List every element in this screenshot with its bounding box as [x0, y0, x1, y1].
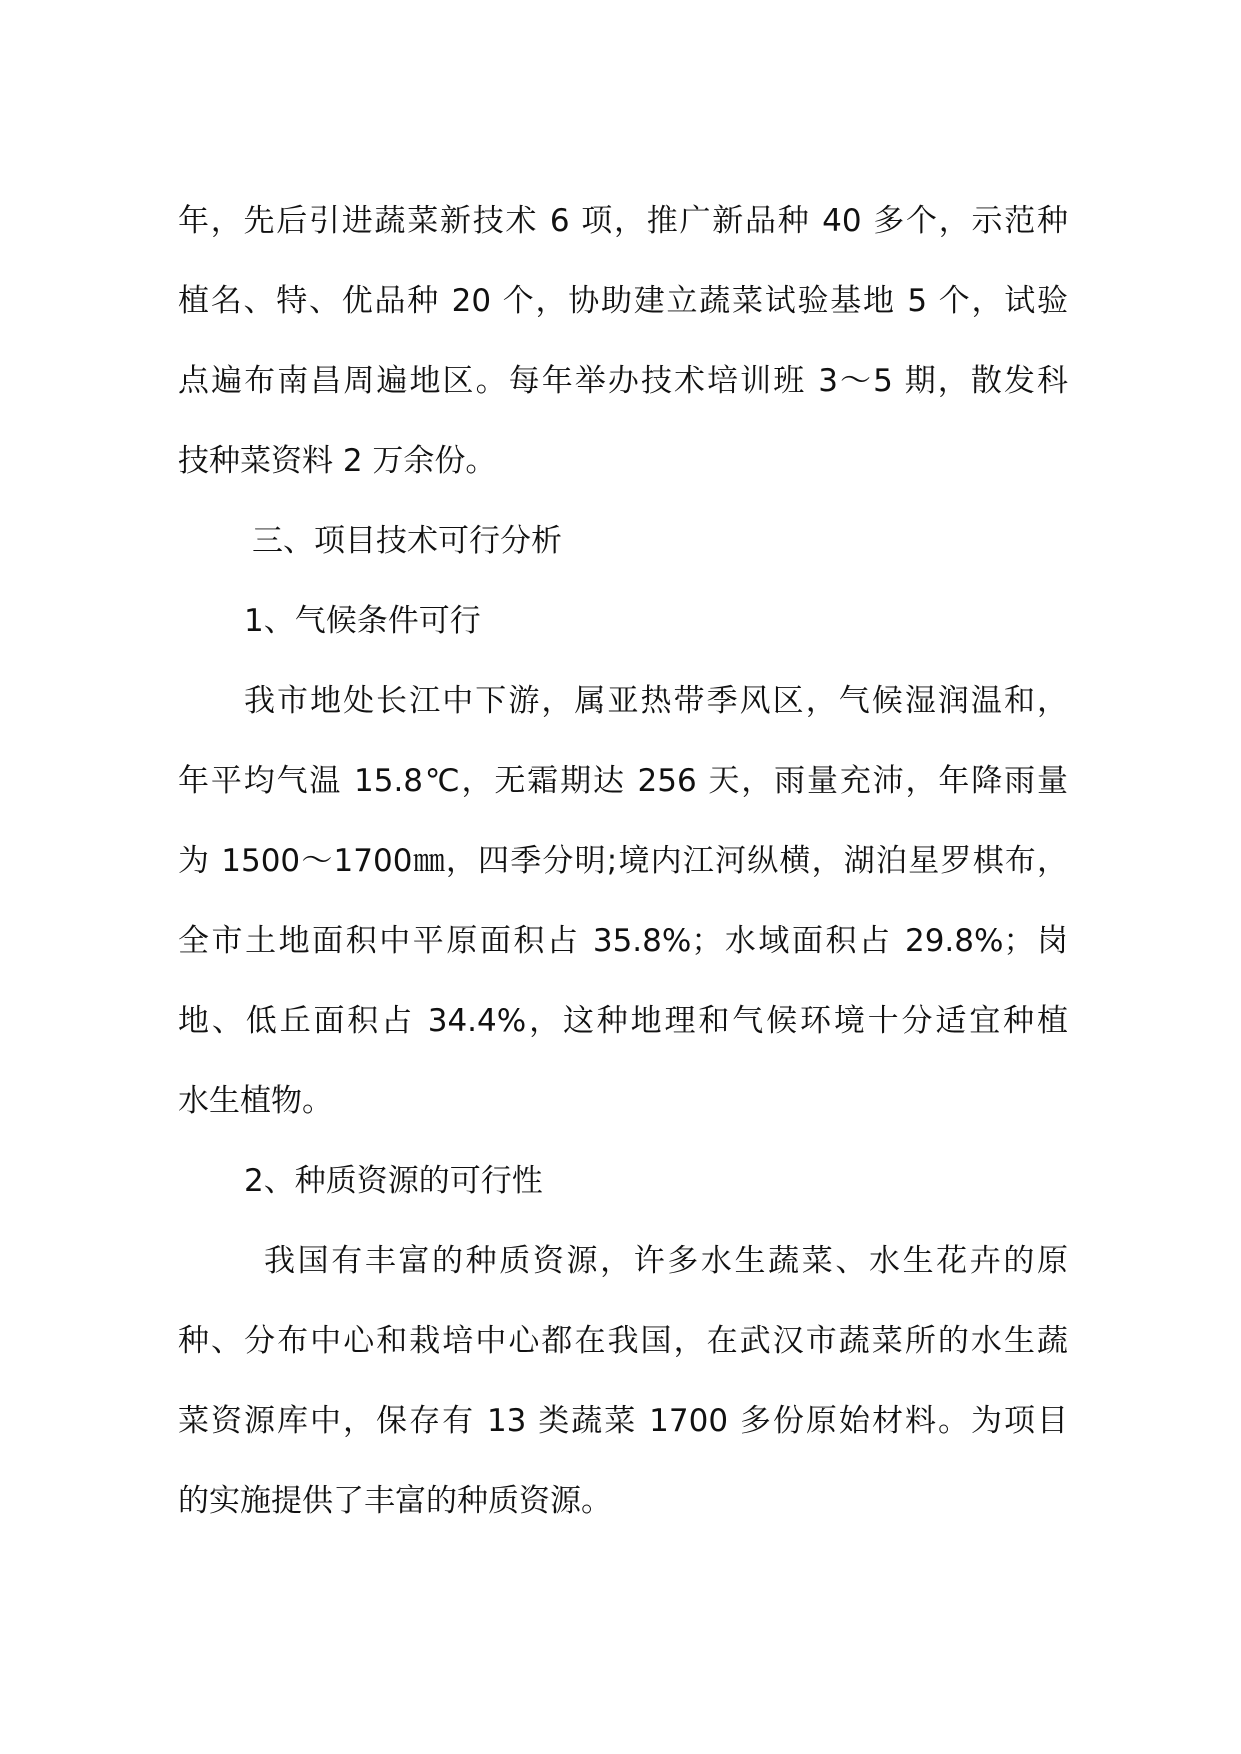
paragraph-line: 的实施提供了丰富的种质资源。 — [178, 1483, 612, 1519]
paragraph-line: 我市地处长江中下游，属亚热带季风区，气候湿润温和， — [244, 683, 1068, 719]
subsection-heading-climate: 1、气候条件可行 — [244, 603, 481, 639]
paragraph-line: 技种菜资料 2 万余份。 — [178, 443, 497, 479]
paragraph-line: 菜资源库中，保存有 13 类蔬菜 1700 多份原始材料。为项目 — [178, 1403, 1068, 1439]
paragraph-line: 点遍布南昌周遍地区。每年举办技术培训班 3～5 期，散发科 — [178, 363, 1068, 399]
paragraph-line: 年，先后引进蔬菜新技术 6 项，推广新品种 40 多个，示范种 — [178, 203, 1068, 239]
section-heading: 三、项目技术可行分析 — [252, 523, 562, 559]
paragraph-line: 全市土地面积中平原面积占 35.8%；水域面积占 29.8%；岗 — [178, 923, 1068, 959]
paragraph-line: 地、低丘面积占 34.4%，这种地理和气候环境十分适宜种植 — [178, 1003, 1068, 1039]
paragraph-line: 种、分布中心和栽培中心都在我国，在武汉市蔬菜所的水生蔬 — [178, 1323, 1068, 1359]
paragraph-line: 我国有丰富的种质资源，许多水生蔬菜、水生花卉的原 — [264, 1243, 1068, 1279]
subsection-heading-germplasm: 2、种质资源的可行性 — [244, 1163, 543, 1199]
paragraph-line: 水生植物。 — [178, 1083, 333, 1119]
paragraph-line: 为 1500～1700㎜，四季分明;境内江河纵横，湖泊星罗棋布， — [178, 843, 1068, 879]
paragraph-line: 植名、特、优品种 20 个，协助建立蔬菜试验基地 5 个，试验 — [178, 283, 1068, 319]
paragraph-line: 年平均气温 15.8℃，无霜期达 256 天，雨量充沛，年降雨量 — [178, 763, 1068, 799]
